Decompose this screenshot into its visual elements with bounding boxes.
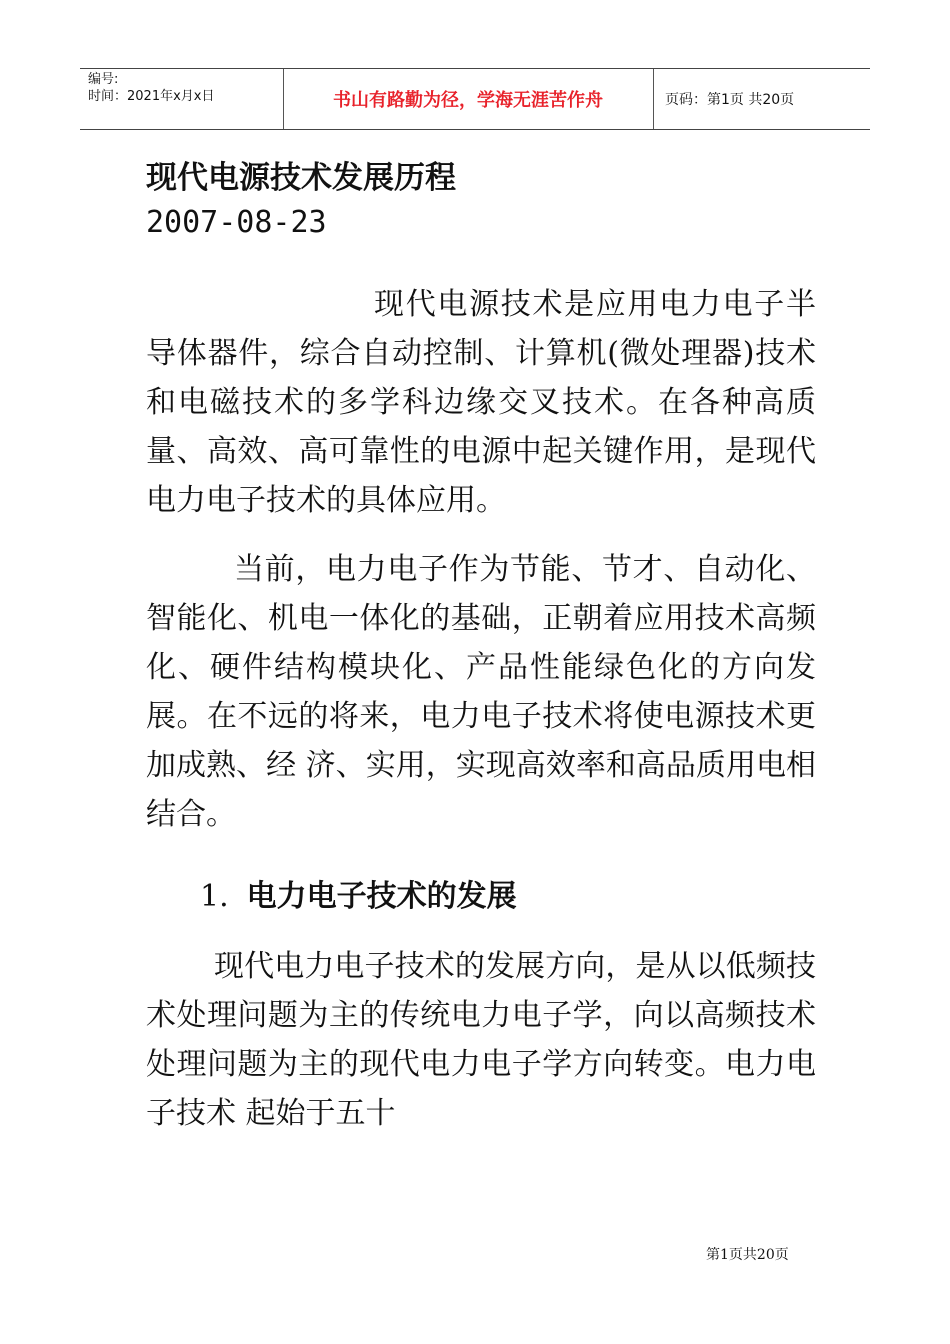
article-title: 现代电源技术发展历程	[146, 160, 456, 196]
header-page-number: 页码：第1页 共20页	[665, 92, 795, 108]
page-header	[80, 68, 870, 130]
section-number: 1.	[200, 879, 229, 914]
paragraph-development: 现代电力电子技术的发展方向，是从以低频技术处理问题为主的传统电力电子学，向以高频技术处理问题为主的现代电力电子学方向转变。电力电子技术 起始于五十	[146, 949, 816, 1131]
article-date: 2007-08-23	[146, 205, 327, 240]
paragraph-trends: 当前，电力电子作为节能、节才、自动化、智能化、机电一体化的基础，正朝着应用技术高频化、硬件结构模块化、产品性能绿色化的方向发展。在不远的将来，电力电子技术将使电源技术更加成熟、经 济、实用，实现高效率和高品质用电相结合。	[146, 552, 816, 832]
paragraph-intro: 现代电源技术是应用电力电子半导体器件，综合自动控制、计算机(微处理器)技术和电磁技术的多学科边缘交叉技术。在各种高质量、高效、高可靠性的电源中起关键作用，是现代电力电子技术的具体应用。	[146, 287, 816, 518]
document-number-label: 编号:	[88, 72, 119, 87]
article-body	[146, 150, 816, 1138]
section-title: 电力电子技术的发展	[246, 879, 517, 914]
section-heading	[146, 874, 816, 920]
header-meta	[88, 69, 283, 131]
header-motto: 书山有路勤为径，学海无涯苦作舟	[333, 90, 603, 111]
document-time-label: 时间：2021年x月x日	[88, 89, 215, 104]
page-footer: 第1页共20页	[706, 1247, 789, 1263]
header-divider	[653, 69, 654, 129]
